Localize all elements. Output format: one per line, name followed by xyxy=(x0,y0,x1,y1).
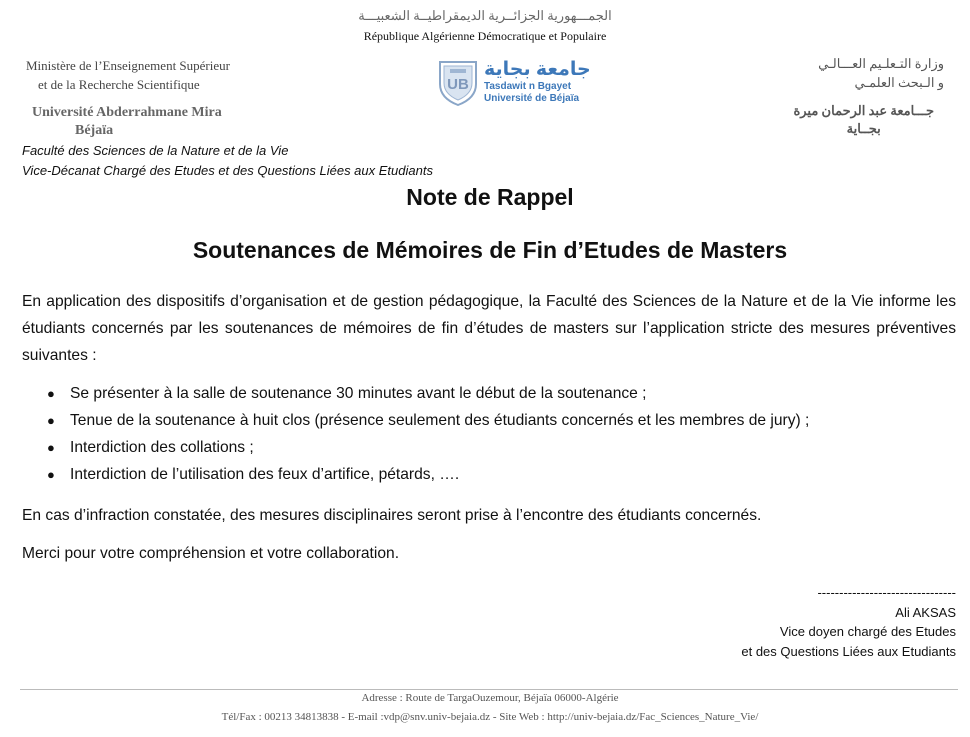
faculty-name: Faculté des Sciences de la Nature et de la Vie xyxy=(22,143,289,158)
list-item xyxy=(22,407,956,434)
intro-paragraph: En application des dispositifs d’organisation et de gestion pédagogique, la Faculté des Sciences de la Nature et de la Vie informe les étudiants concernés par les soutenances de mémoires de fin d’études de masters sur l’application stricte des mesures préventives suivantes : xyxy=(22,293,956,364)
logo-berber-text: Tasdawit n Bgayet xyxy=(484,81,572,92)
list-item-text: Se présenter à la salle de soutenance 30 minutes avant le début de la soutenance ; xyxy=(70,385,647,402)
measures-list xyxy=(22,380,956,488)
main-title: Soutenances de Mémoires de Fin d’Etudes de Masters xyxy=(192,237,788,263)
signature-block xyxy=(741,583,956,661)
footer-address: Adresse : Route de TargaOuzemour, Béjaïa 06000-Algérie xyxy=(361,692,619,704)
bullet-icon: ● xyxy=(47,440,55,455)
university-french-line2: Béjaïa xyxy=(75,123,114,138)
ministry-arabic-line1: وزارة التـعلـيم العـــالـي xyxy=(818,56,944,71)
bullet-icon: ● xyxy=(47,467,55,482)
list-item-text: Tenue de la soutenance à huit clos (présence seulement des étudiants concernés et les membres de jury) ; xyxy=(70,412,810,429)
signatory-title-line2: et des Questions Liées aux Etudiants xyxy=(741,643,956,659)
university-french-line1: Université Abderrahmane Mira xyxy=(32,105,222,120)
ministry-french-line1: Ministère de l’Enseignement Supérieur xyxy=(26,58,230,73)
university-arabic xyxy=(793,102,934,138)
footer-divider xyxy=(20,689,958,690)
bullet-icon: ● xyxy=(47,386,55,401)
list-item xyxy=(22,380,956,407)
republic-french-title: République Algérienne Démocratique et Populaire xyxy=(363,29,607,43)
signatory-name: Ali AKSAS xyxy=(895,604,956,620)
footer-contact: Tél/Fax : 00213 34813838 - E-mail :vdp@snv.univ-bejaia.dz - Site Web : http://univ-bejaia.dz/Fac_Sciences_Nature_Vie/ xyxy=(221,711,759,723)
ministry-arabic-line2: و الـبحث العلمـي xyxy=(854,75,944,90)
republic-arabic-title: الجمـــهورية الجزائــرية الديمقراطيــة الشعبيـــة xyxy=(358,8,612,23)
signature-line: -------------------------------- xyxy=(817,585,956,600)
university-emblem-icon xyxy=(436,58,480,106)
faculty-block xyxy=(22,141,433,181)
logo-french-text: Université de Béjaïa xyxy=(484,93,580,104)
thanks-paragraph: Merci pour votre compréhension et votre collaboration. xyxy=(22,545,400,562)
ministry-french-line2: et de la Recherche Scientifique xyxy=(38,77,200,92)
list-item xyxy=(22,434,956,461)
university-french xyxy=(32,104,222,140)
note-title: Note de Rappel xyxy=(406,184,574,210)
university-arabic-line1: جـــامعة عبد الرحمان ميرة xyxy=(793,103,934,118)
list-item-text: Interdiction de l’utilisation des feux d’artifice, pétards, …. xyxy=(70,466,460,483)
list-item xyxy=(22,461,956,488)
university-arabic-line2: بجــاية xyxy=(846,121,881,136)
svg-text:UB: UB xyxy=(447,76,469,93)
bullet-icon: ● xyxy=(47,413,55,428)
logo-arabic-text: جامعة بجاية xyxy=(484,59,591,80)
ministry-french xyxy=(26,56,230,94)
infraction-paragraph: En cas d’infraction constatée, des mesures disciplinaires seront prise à l’encontre des étudiants concernés. xyxy=(22,507,762,524)
signatory-title-line1: Vice doyen chargé des Etudes xyxy=(779,624,956,639)
list-item-text: Interdiction des collations ; xyxy=(70,439,254,456)
vice-deanship-name: Vice-Décanat Chargé des Etudes et des Questions Liées aux Etudiants xyxy=(22,163,433,178)
ministry-arabic xyxy=(818,54,944,92)
